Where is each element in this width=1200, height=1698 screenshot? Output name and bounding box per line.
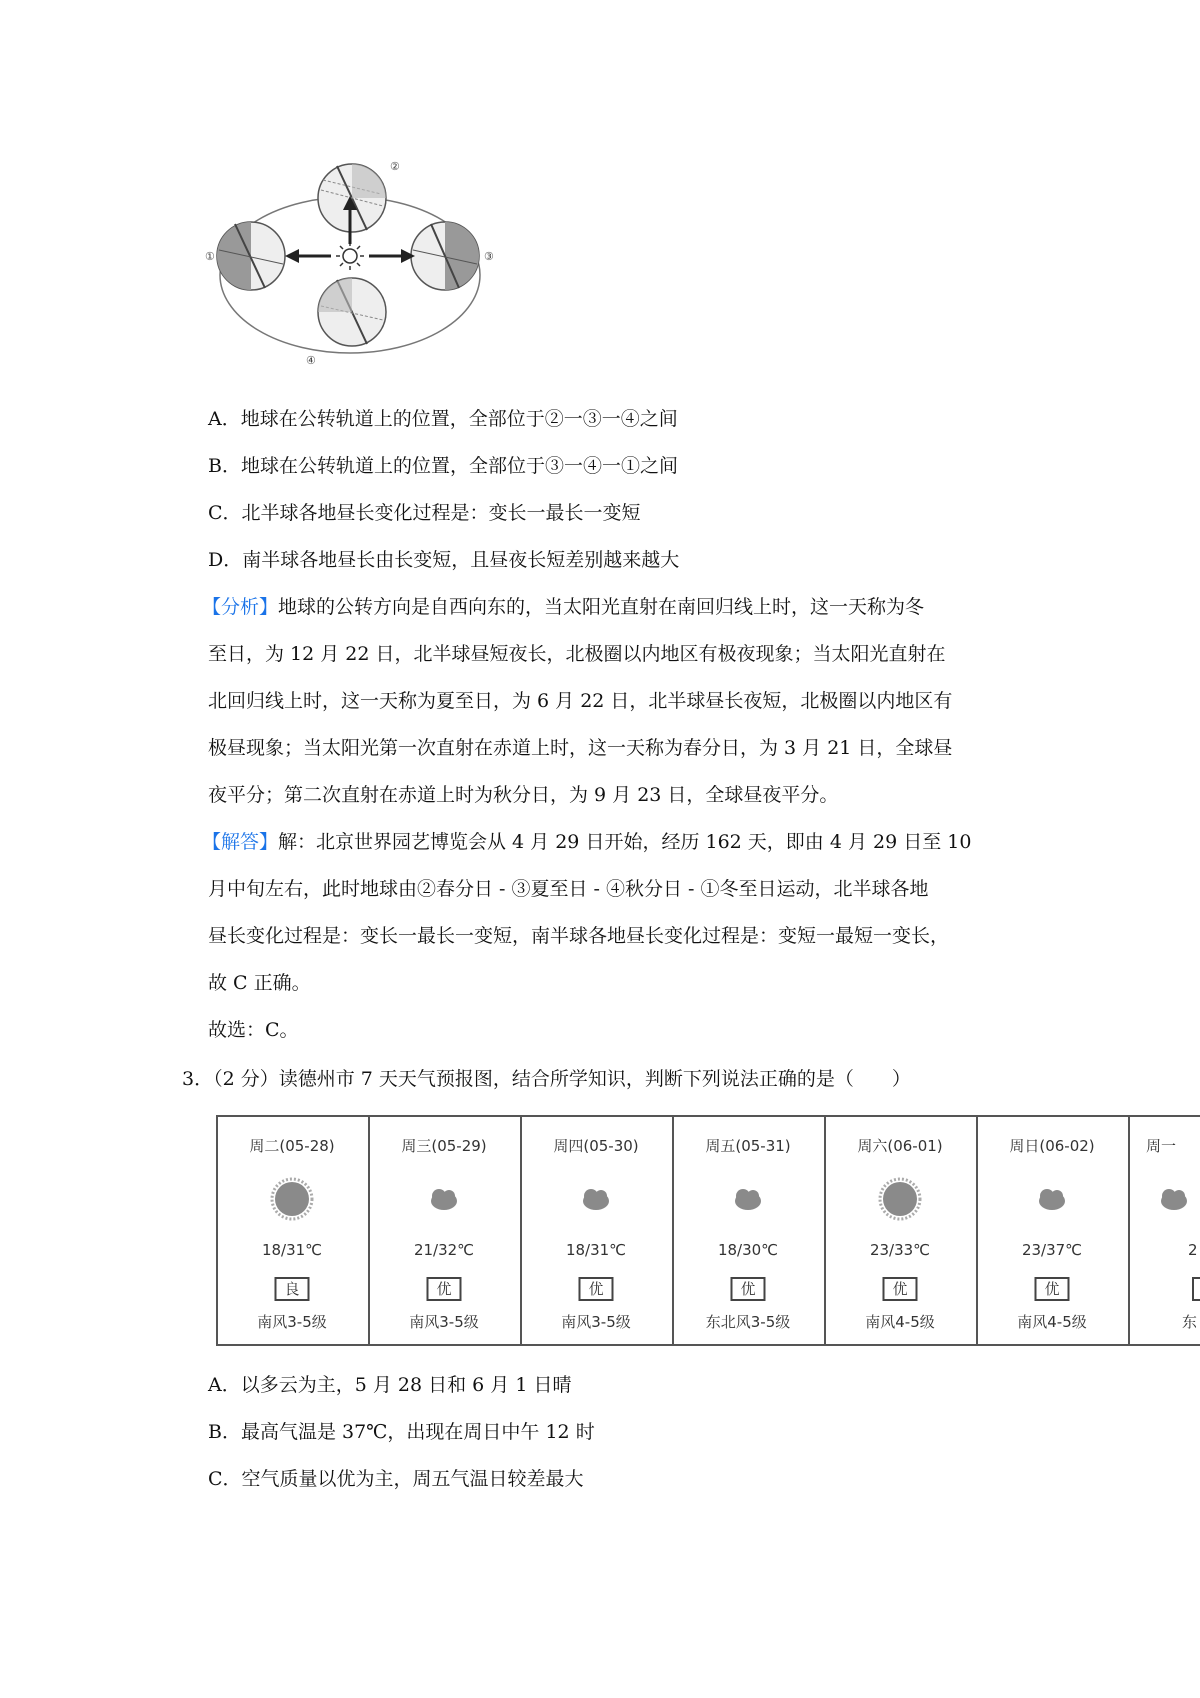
forecast-temp: 23/37℃ <box>1021 1241 1083 1259</box>
question-3-stem: 3．（2 分）读德州市 7 天天气预报图，结合所学知识，判断下列说法正确的是（ ） <box>182 1068 911 1090</box>
label-4: ④ <box>306 354 316 367</box>
q2-option-b: B．地球在公转轨道上的位置，全部位于③一④一①之间 <box>208 455 678 477</box>
forecast-day: 周一 <box>1146 1137 1177 1155</box>
label-1: ① <box>205 250 215 263</box>
forecast-wind: 东北风3-5级 <box>705 1313 791 1331</box>
earth-top <box>318 164 386 232</box>
forecast-day-cell <box>1128 1117 1200 1344</box>
forecast-day-cell <box>520 1117 670 1344</box>
sunny-icon <box>270 1177 314 1221</box>
forecast-wind: 东 <box>1182 1313 1198 1331</box>
forecast-day-cell <box>672 1117 822 1344</box>
forecast-temp: 2 <box>1188 1241 1198 1259</box>
forecast-day: 周五(05-31) <box>705 1137 791 1155</box>
q2-option-d: D．南半球各地昼长由长变短，且昼夜长短差别越来越大 <box>208 549 680 571</box>
forecast-temp: 18/31℃ <box>261 1241 323 1259</box>
forecast-day: 周二(05-28) <box>249 1137 335 1155</box>
earth-orbit-diagram <box>205 160 495 390</box>
q3-option-c: C．空气质量以优为主，周五气温日较差最大 <box>208 1468 584 1490</box>
forecast-day: 周三(05-29) <box>401 1137 487 1155</box>
answer-choice: 故选：C。 <box>208 1019 299 1041</box>
analysis-line: 夜平分；第二次直射在赤道上时为秋分日，为 9 月 23 日，全球昼夜平分。 <box>208 784 839 806</box>
air-quality-badge: 优 <box>578 1277 613 1301</box>
forecast-day-cell <box>368 1117 518 1344</box>
answer-tag: 【解答】 <box>202 831 279 853</box>
q2-option-c: C．北半球各地昼长变化过程是：变长一最长一变短 <box>208 502 641 524</box>
label-3: ③ <box>484 250 494 263</box>
sun-icon <box>336 242 364 270</box>
analysis-tag: 【分析】 <box>202 596 279 618</box>
air-quality-badge: 良 <box>274 1277 309 1301</box>
forecast-day-cell <box>976 1117 1126 1344</box>
forecast-temp: 18/30℃ <box>717 1241 779 1259</box>
answer-block <box>202 829 1022 1064</box>
air-quality-badge <box>1192 1277 1200 1301</box>
analysis-line: 地球的公转方向是自西向东的，当太阳光直射在南回归线上时，这一天称为冬 <box>278 596 925 618</box>
forecast-day: 周日(06-02) <box>1009 1137 1095 1155</box>
forecast-temp: 23/33℃ <box>869 1241 931 1259</box>
cloudy-icon <box>574 1177 618 1221</box>
air-quality-badge: 优 <box>882 1277 917 1301</box>
air-quality-badge: 优 <box>730 1277 765 1301</box>
air-quality-badge: 优 <box>1034 1277 1069 1301</box>
cloudy-icon <box>1030 1177 1074 1221</box>
q2-option-a: A．地球在公转轨道上的位置，全部位于②一③一④之间 <box>208 408 678 430</box>
direction-arrows <box>285 196 415 263</box>
cloudy-icon <box>726 1177 770 1221</box>
answer-line: 昼长变化过程是：变长一最长一变短，南半球各地昼长变化过程是：变短一最短一变长， <box>208 925 950 947</box>
forecast-day-cell <box>824 1117 974 1344</box>
answer-line: 故 C 正确。 <box>208 972 311 994</box>
analysis-block <box>202 594 1022 829</box>
forecast-temp: 18/31℃ <box>565 1241 627 1259</box>
analysis-line: 极昼现象；当太阳光第一次直射在赤道上时，这一天称为春分日，为 3 月 21 日，全球昼 <box>208 737 953 759</box>
answer-line: 解：北京世界园艺博览会从 4 月 29 日开始，经历 162 天，即由 4 月 29 日至 10 <box>278 831 972 853</box>
earth-bottom <box>318 278 386 346</box>
forecast-day: 周六(06-01) <box>857 1137 943 1155</box>
cloudy-icon <box>422 1177 466 1221</box>
forecast-wind: 南风4-5级 <box>1017 1313 1087 1331</box>
forecast-wind: 南风3-5级 <box>561 1313 631 1331</box>
forecast-wind: 南风3-5级 <box>257 1313 327 1331</box>
earth-right <box>411 222 479 290</box>
forecast-day-cell <box>216 1117 366 1344</box>
label-2: ② <box>390 160 400 173</box>
forecast-wind: 南风3-5级 <box>409 1313 479 1331</box>
forecast-temp: 21/32℃ <box>413 1241 475 1259</box>
air-quality-badge: 优 <box>426 1277 461 1301</box>
cloudy-icon <box>1152 1177 1196 1221</box>
weather-forecast-table <box>216 1115 1200 1346</box>
q3-option-b: B．最高气温是 37℃，出现在周日中午 12 时 <box>208 1421 595 1443</box>
q3-option-a: A．以多云为主，5 月 28 日和 6 月 1 日晴 <box>208 1374 572 1396</box>
earth-left <box>217 222 285 290</box>
analysis-line: 至日，为 12 月 22 日，北半球昼短夜长，北极圈以内地区有极夜现象；当太阳光直射在 <box>208 643 946 665</box>
analysis-line: 北回归线上时，这一天称为夏至日，为 6 月 22 日，北半球昼长夜短，北极圈以内地区有 <box>208 690 953 712</box>
forecast-wind: 南风4-5级 <box>865 1313 935 1331</box>
forecast-day: 周四(05-30) <box>553 1137 639 1155</box>
sunny-icon <box>878 1177 922 1221</box>
answer-line: 月中旬左右，此时地球由②春分日 - ③夏至日 - ④秋分日 - ①冬至日运动，北半球各地 <box>208 878 929 900</box>
